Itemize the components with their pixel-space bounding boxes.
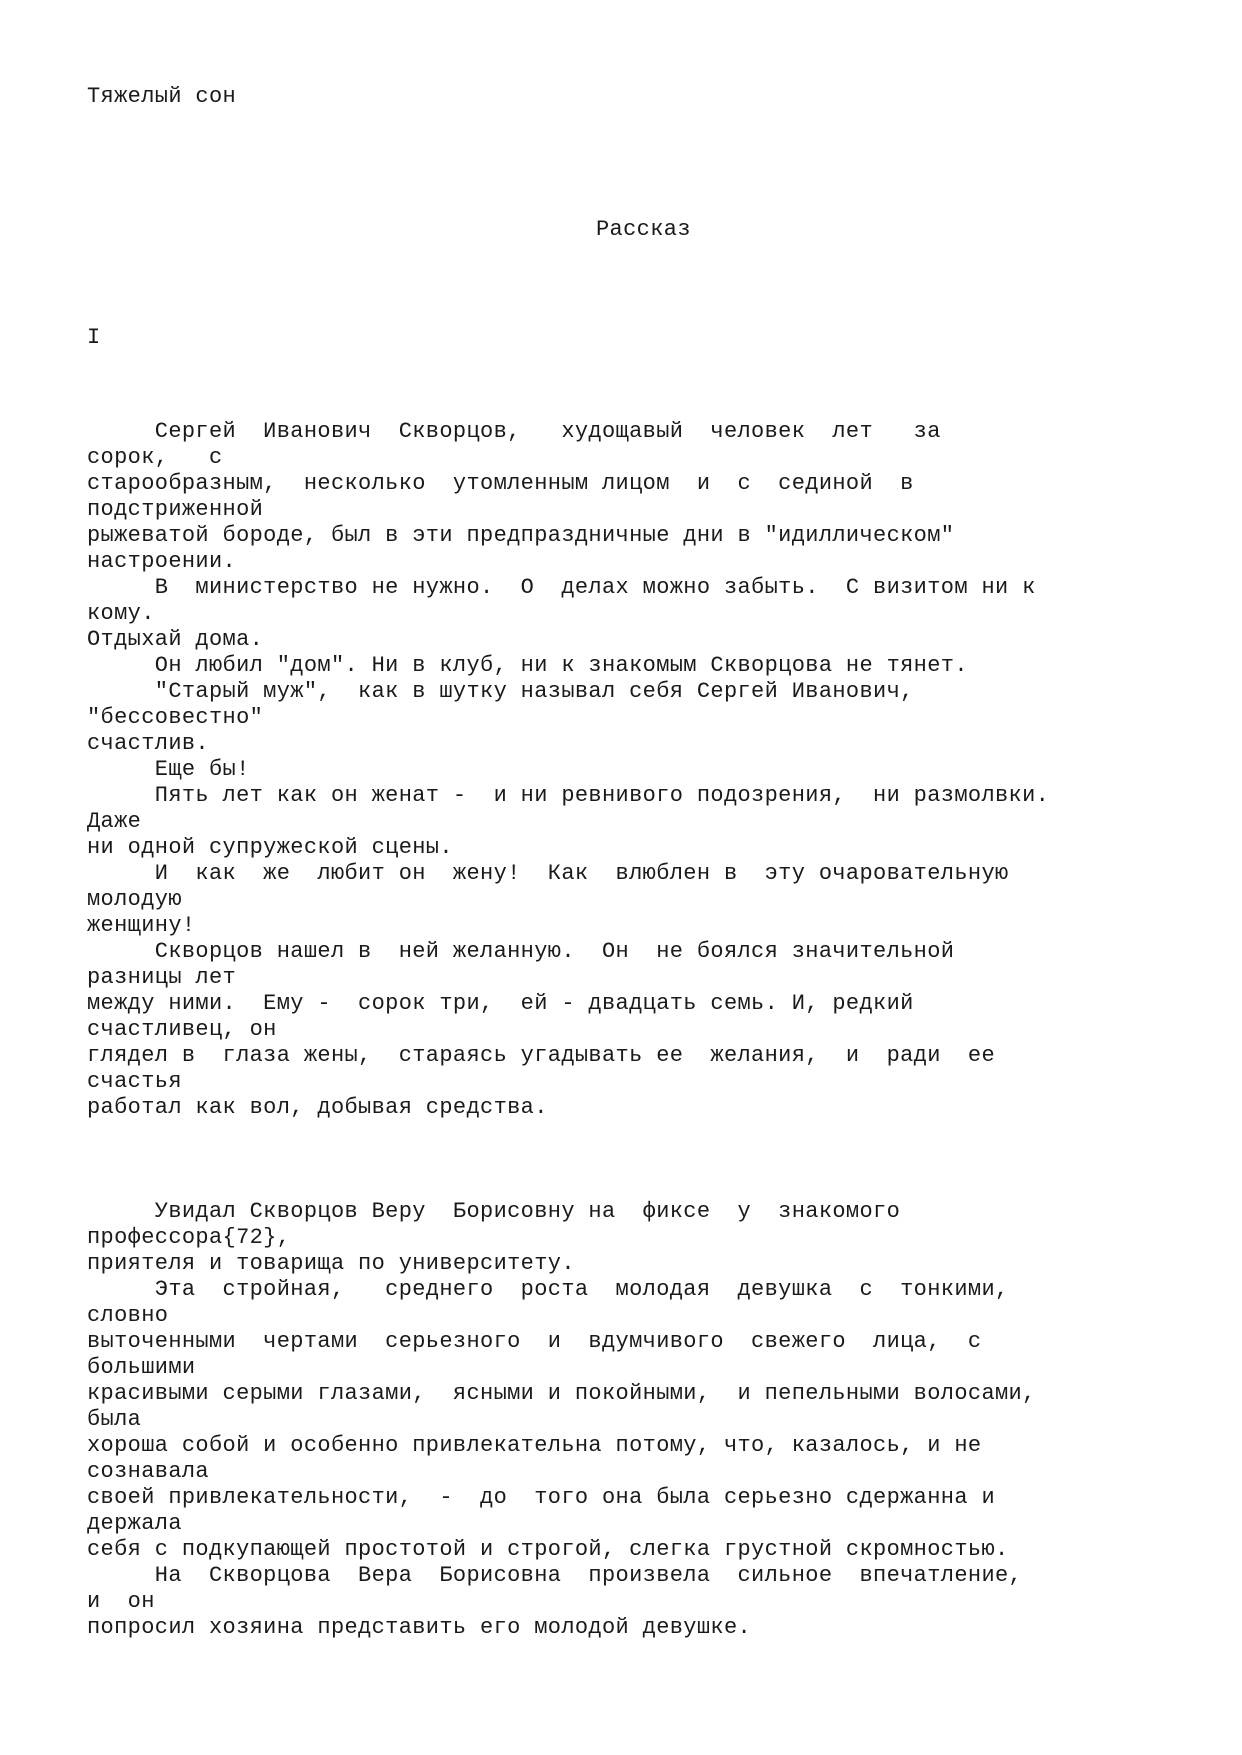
text-line: ни одной супружеской сцены. (87, 835, 453, 860)
text-line: между ними. Ему - сорок три, ей - двадцать семь. И, редкий (87, 991, 914, 1016)
text-line: счастлив. (87, 731, 209, 756)
text-line: рыжеватой бороде, был в эти предпраздничные дни в "идиллическом" (87, 523, 955, 548)
text-line: женщину! (87, 913, 196, 938)
text-line: Он любил "дом". Ни в клуб, ни к знакомым Скворцова не тянет. (87, 653, 968, 678)
text-line: Пять лет как он женат - и ни ревнивого подозрения, ни размолвки. (87, 783, 1050, 808)
text-line: кому. (87, 601, 155, 626)
text-line: большими (87, 1355, 196, 1380)
text-line: "Старый муж", как в шутку называл себя Сергей Иванович, (87, 679, 914, 704)
text-line: Скворцов нашел в ней желанную. Он не боялся значительной (87, 939, 955, 964)
text-line: глядел в глаза жены, стараясь угадывать ее желания, и ради ее (87, 1043, 995, 1068)
text-line: была (87, 1407, 142, 1432)
text-line: подстриженной (87, 497, 264, 522)
text-line: и он (87, 1589, 155, 1614)
text-line: сознавала (87, 1459, 209, 1484)
text-line: сорок, с (87, 445, 223, 470)
text-line: словно (87, 1303, 169, 1328)
text-line: Сергей Иванович Скворцов, худощавый человек лет за (87, 419, 941, 444)
text-line: Эта стройная, среднего роста молодая девушка с тонкими, (87, 1277, 1009, 1302)
text-line: счастья (87, 1069, 182, 1094)
text-line: счастливец, он (87, 1017, 277, 1042)
text-line: Еще бы! (87, 757, 250, 782)
text-line: На Скворцова Вера Борисовна произвела сильное впечатление, (87, 1563, 1023, 1588)
text-line: Увидал Скворцов Веру Борисовну на фиксе у знакомого (87, 1199, 901, 1224)
text-line: своей привлекательности, - до того она была серьезно сдержанна и (87, 1485, 995, 1510)
text-line: приятеля и товарища по университету. (87, 1251, 575, 1276)
text-line: "бессовестно" (87, 705, 264, 730)
text-line: разницы лет (87, 965, 237, 990)
text-line: Даже (87, 809, 142, 834)
text-line: И как же любит он жену! Как влюблен в эту очаровательную (87, 861, 1009, 886)
text-line: настроении. (87, 549, 237, 574)
text-line: держала (87, 1511, 182, 1536)
text-line: красивыми серыми глазами, ясными и покойными, и пепельными волосами, (87, 1381, 1036, 1406)
text-line: профессора{72}, (87, 1225, 291, 1250)
text-line: молодую (87, 887, 182, 912)
text-line: попросил хозяина представить его молодой девушке. (87, 1615, 752, 1640)
story-title: Тяжелый сон (87, 84, 237, 109)
story-subtitle: Рассказ (596, 217, 691, 242)
text-line: себя с подкупающей простотой и строгой, слегка грустной скромностью. (87, 1537, 1009, 1562)
text-line: В министерство не нужно. О делах можно забыть. С визитом ни к (87, 575, 1036, 600)
text-line: старообразным, несколько утомленным лицом и с сединой в (87, 471, 914, 496)
text-line: выточенными чертами серьезного и вдумчивого свежего лица, с (87, 1329, 982, 1354)
chapter-number: I (87, 325, 101, 350)
text-line: Отдыхай дома. (87, 627, 264, 652)
text-line: хороша собой и особенно привлекательна потому, что, казалось, и не (87, 1433, 982, 1458)
text-line: работал как вол, добывая средства. (87, 1095, 548, 1120)
